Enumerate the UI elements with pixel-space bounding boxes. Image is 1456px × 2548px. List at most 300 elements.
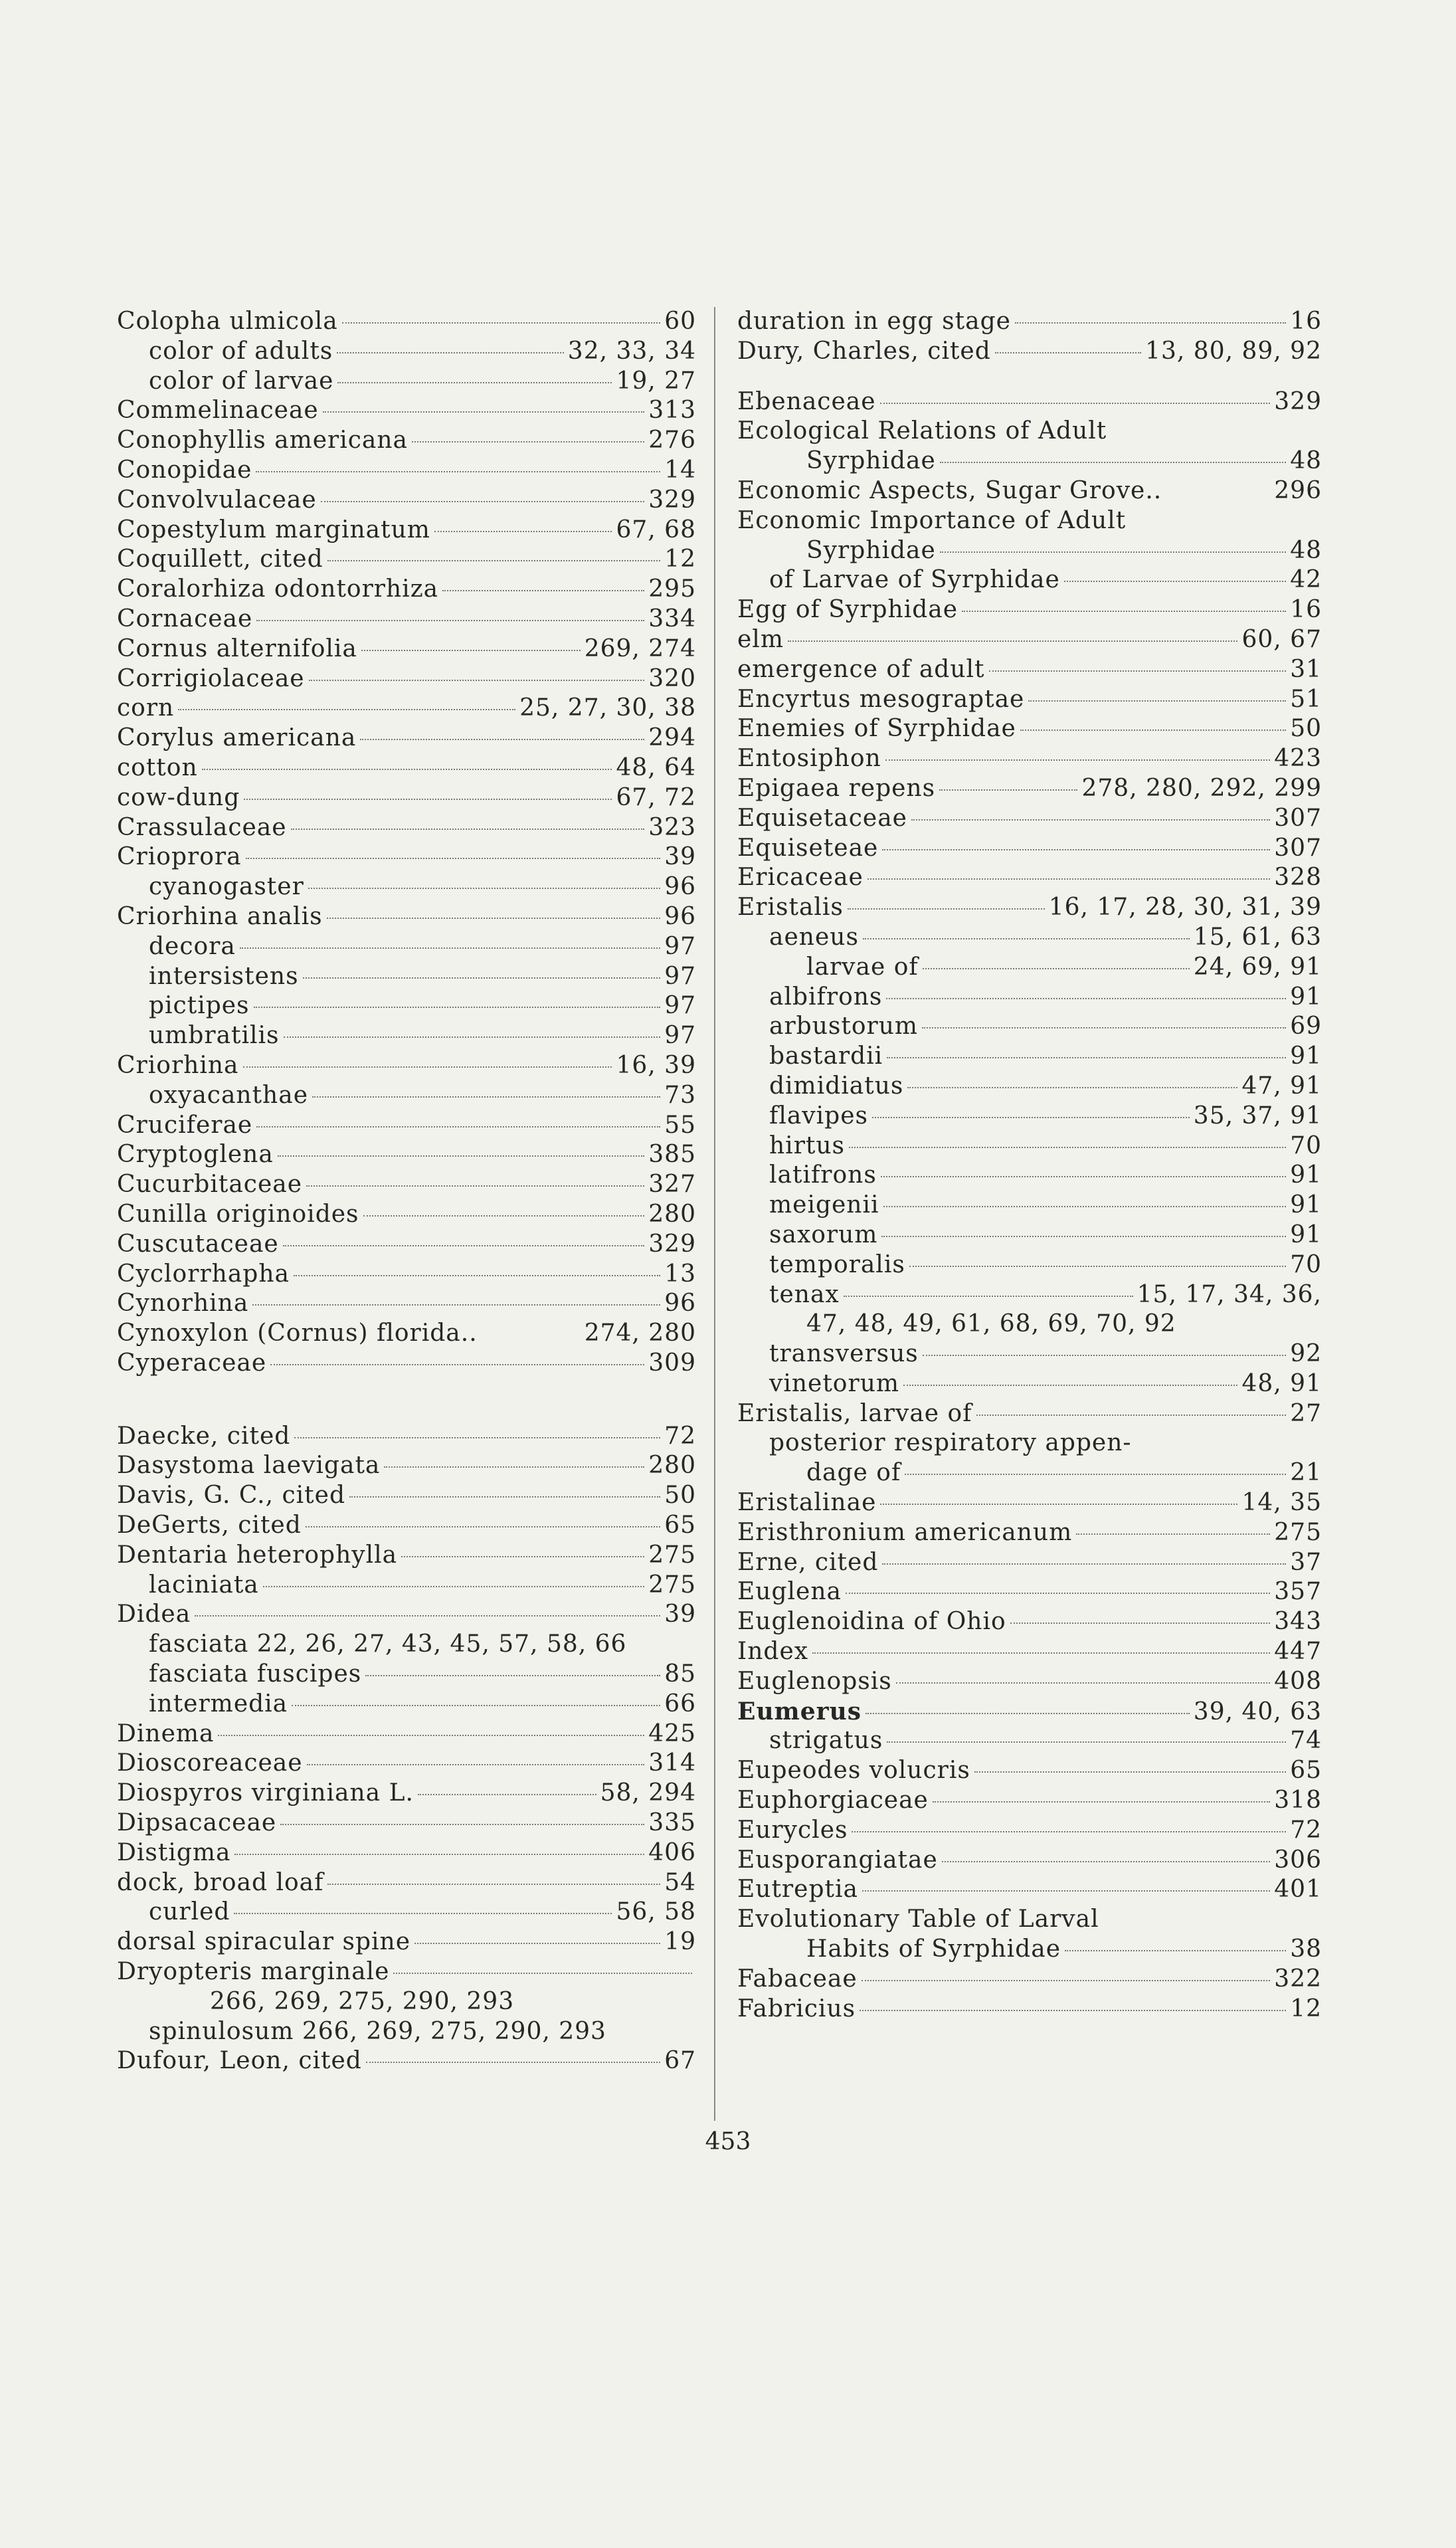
entry-pages: 51 (1290, 685, 1322, 713)
dot-leader (349, 1496, 660, 1498)
index-subentry (117, 1571, 696, 1601)
dot-leader (202, 769, 612, 770)
dot-leader (270, 1364, 644, 1365)
entry-pages: 295 (648, 575, 696, 603)
index-entry (117, 1451, 696, 1481)
index-entry (117, 486, 696, 516)
dot-leader (195, 1615, 660, 1617)
entry-term: Convolvulaceae (117, 486, 317, 514)
entry-term: latifrons (769, 1161, 877, 1189)
entry-pages: 55 (664, 1111, 696, 1139)
index-entry (117, 1319, 696, 1349)
entry-pages: 280 (648, 1200, 696, 1228)
entry-term: spinulosum 266, 269, 275, 290, 293 (149, 2017, 606, 2045)
index-entry (117, 694, 696, 724)
entry-pages: 70 (1290, 1131, 1322, 1159)
dot-leader (307, 1764, 645, 1765)
dot-leader (363, 1215, 645, 1217)
dot-leader (393, 1973, 692, 1974)
entry-term: Eumerus (737, 1697, 862, 1725)
entry-pages: 42 (1290, 566, 1322, 594)
index-entry (117, 1260, 696, 1290)
entry-term: Economic Aspects, Sugar Grove.. (737, 476, 1162, 504)
page-number: 453 (705, 2128, 751, 2155)
index-subentry (737, 1428, 1322, 1458)
entry-term: dimidiatus (769, 1072, 904, 1100)
entry-term: Dasystoma laevigata (117, 1452, 381, 1480)
entry-pages: 280 (648, 1452, 696, 1480)
dot-leader (263, 1586, 645, 1587)
entry-term: Cunilla originoides (117, 1200, 359, 1228)
entry-pages: 85 (664, 1660, 696, 1688)
index-subentry (737, 536, 1322, 566)
dot-leader (1064, 581, 1286, 582)
entry-pages: 16, 39 (616, 1051, 696, 1079)
dot-leader (384, 1466, 644, 1468)
index-subentry (117, 1660, 696, 1690)
dot-leader (933, 1801, 1270, 1803)
index-entry (117, 1140, 696, 1170)
index-entry (737, 1548, 1322, 1578)
index-entry (737, 1905, 1322, 1935)
index-entry (117, 1957, 696, 1987)
index-subentry (737, 1012, 1322, 1042)
index-entry (117, 426, 696, 456)
entry-pages: 320 (648, 664, 696, 692)
dot-leader (256, 1126, 660, 1127)
entry-term: Criorhina (117, 1051, 239, 1079)
index-entry (117, 1809, 696, 1838)
dot-leader (909, 1266, 1286, 1267)
entry-pages: 13 (664, 1260, 696, 1288)
index-subentry (737, 1131, 1322, 1161)
entry-pages: 313 (648, 397, 696, 425)
index-subentry (737, 1042, 1322, 1072)
dot-leader (401, 1556, 644, 1557)
index-entry (117, 545, 696, 575)
entry-term: 47, 48, 49, 61, 68, 69, 70, 92 (806, 1310, 1176, 1338)
dot-leader (337, 382, 612, 383)
index-entry (117, 1481, 696, 1511)
index-entry (117, 575, 696, 605)
entry-pages: 72 (1290, 1816, 1322, 1844)
entry-term: Colopha ulmicola (117, 308, 338, 335)
index-entry (117, 1111, 696, 1141)
entry-term: flavipes (769, 1102, 868, 1129)
entry-pages: 58, 294 (600, 1779, 696, 1807)
entry-term: Enemies of Syrphidae (737, 715, 1016, 743)
entry-pages: 16, 17, 28, 30, 31, 39 (1048, 894, 1322, 922)
entry-pages: 12 (1290, 1995, 1322, 2022)
dot-leader (867, 878, 1270, 880)
index-entry (117, 1600, 696, 1630)
index-subentry (737, 923, 1322, 953)
entry-pages: 47, 91 (1241, 1072, 1322, 1100)
entry-pages: 67, 72 (616, 783, 696, 811)
entry-pages: 276 (648, 427, 696, 454)
entry-term: oxyacanthae (149, 1081, 309, 1109)
index-entry (117, 664, 696, 694)
entry-pages: 60, 67 (1241, 625, 1322, 653)
dot-leader (872, 1117, 1190, 1118)
entry-pages: 274, 280 (584, 1320, 696, 1347)
entry-pages: 14, 35 (1241, 1489, 1322, 1517)
index-entry (737, 1399, 1322, 1429)
entry-pages: 70 (1290, 1250, 1322, 1278)
index-entry (117, 1289, 696, 1319)
index-entry (117, 1422, 696, 1452)
entry-term: duration in egg stage (737, 308, 1011, 335)
entry-term: Criorhina analis (117, 902, 323, 930)
entry-pages: 423 (1274, 745, 1322, 773)
index-subentry (737, 1280, 1322, 1310)
dot-leader (883, 1206, 1287, 1207)
index-entry (737, 1488, 1322, 1518)
dot-leader (989, 670, 1287, 672)
entry-pages: 275 (648, 1571, 696, 1599)
index-entry (117, 724, 696, 753)
entry-term: Cyperaceae (117, 1349, 267, 1377)
dot-leader (882, 1563, 1286, 1565)
entry-term: 266, 269, 275, 290, 293 (210, 1987, 515, 2015)
index-entry (737, 1965, 1322, 1995)
entry-pages: 406 (648, 1838, 696, 1866)
entry-term: Corylus americana (117, 724, 357, 752)
entry-pages: 96 (664, 902, 696, 930)
entry-term: Didea (117, 1601, 191, 1628)
entry-term: Index (737, 1638, 809, 1666)
index-entry (117, 516, 696, 545)
entry-pages: 327 (648, 1171, 696, 1199)
entry-term: fasciata 22, 26, 27, 43, 45, 57, 58, 66 (149, 1630, 627, 1658)
dot-leader (306, 1526, 660, 1527)
dot-leader (863, 938, 1190, 939)
index-subentry (117, 1987, 696, 2017)
entry-term: cow-dung (117, 783, 240, 811)
dot-leader (246, 858, 661, 859)
entry-term: Daecke, cited (117, 1422, 291, 1450)
entry-term: Dioscoreaceae (117, 1749, 303, 1777)
entry-term: color of larvae (149, 367, 334, 395)
index-subentry (117, 872, 696, 902)
entry-term: Euglena (737, 1578, 842, 1606)
dot-leader (291, 829, 645, 830)
entry-term: Erne, cited (737, 1548, 879, 1576)
index-entry (737, 893, 1322, 923)
entry-pages: 275 (648, 1541, 696, 1569)
entry-pages: 32, 33, 34 (567, 337, 696, 365)
entry-term: Equiseteae (737, 834, 879, 862)
section-gap (737, 367, 1322, 387)
dot-leader (887, 1741, 1286, 1743)
entry-pages: 329 (1274, 387, 1322, 415)
entry-term: Cynorhina (117, 1290, 249, 1318)
entry-term: Fabricius (737, 1995, 856, 2022)
entry-pages: 48 (1290, 447, 1322, 475)
entry-term: temporalis (769, 1250, 905, 1278)
dot-leader (882, 849, 1270, 850)
entry-term: Epigaea repens (737, 774, 936, 802)
dot-leader (337, 352, 564, 353)
entry-pages: 425 (648, 1719, 696, 1747)
index-subentry (737, 983, 1322, 1013)
entry-pages: 25, 27, 30, 38 (519, 694, 696, 722)
entry-pages: 97 (664, 962, 696, 990)
index-entry (117, 605, 696, 635)
index-entry (737, 1846, 1322, 1876)
entry-term: Distigma (117, 1838, 231, 1866)
entry-pages: 15, 61, 63 (1193, 923, 1322, 951)
dot-leader (962, 611, 1286, 612)
entry-term: Dentaria heterophylla (117, 1541, 398, 1569)
entry-term: emergence of adult (737, 655, 985, 683)
entry-term: curled (149, 1898, 230, 1926)
entry-term: Egg of Syrphidae (737, 596, 958, 624)
index-entry (737, 834, 1322, 864)
dot-leader (342, 322, 660, 324)
entry-term: Conophyllis americana (117, 427, 409, 454)
entry-pages: 24, 69, 91 (1193, 953, 1322, 981)
entry-pages: 50 (1290, 715, 1322, 743)
index-subentry (737, 1102, 1322, 1131)
entry-term: DeGerts, cited (117, 1512, 302, 1539)
index-entry (117, 813, 696, 843)
entry-term: aeneus (769, 923, 859, 951)
entry-pages: 73 (664, 1081, 696, 1109)
dot-leader (256, 471, 660, 472)
entry-pages: 334 (648, 605, 696, 633)
entry-pages: 385 (648, 1141, 696, 1169)
entry-term: Ecological Relations of Adult (737, 417, 1107, 445)
entry-term: bastardii (769, 1042, 883, 1070)
index-subentry (737, 1458, 1322, 1488)
entry-pages: 329 (648, 1230, 696, 1258)
dot-leader (865, 1713, 1190, 1714)
entry-pages: 275 (1274, 1518, 1322, 1546)
entry-pages: 27 (1290, 1399, 1322, 1427)
entry-term: cotton (117, 753, 198, 781)
entry-pages: 309 (648, 1349, 696, 1377)
index-subentry (737, 1191, 1322, 1221)
index-entry (117, 1749, 696, 1779)
index-column-right (737, 307, 1322, 2024)
index-subentry (737, 953, 1322, 983)
dot-leader (418, 1794, 596, 1795)
entry-pages: 92 (1290, 1340, 1322, 1368)
dot-leader (923, 1355, 1286, 1356)
dot-leader (365, 1675, 660, 1676)
index-entry (117, 1051, 696, 1081)
entry-pages: 39, 40, 63 (1193, 1698, 1322, 1725)
entry-pages: 60 (664, 308, 696, 335)
dot-leader (366, 2062, 660, 2063)
index-entry (737, 1786, 1322, 1816)
index-entry (737, 1875, 1322, 1905)
dot-leader (1076, 1533, 1270, 1535)
dot-leader (321, 501, 645, 502)
dot-leader (280, 1824, 644, 1825)
index-entry (117, 1170, 696, 1200)
dot-leader (252, 1304, 660, 1306)
entry-pages: 447 (1274, 1638, 1322, 1666)
index-subentry (117, 1021, 696, 1051)
entry-term: Cornaceae (117, 605, 253, 633)
index-entry (117, 1868, 696, 1898)
index-entry (117, 635, 696, 664)
entry-term: albifrons (769, 983, 883, 1011)
entry-pages: 69 (1290, 1013, 1322, 1040)
dot-leader (852, 1831, 1286, 1832)
index-subentry (737, 565, 1322, 595)
dot-leader (218, 1735, 644, 1736)
dot-leader (940, 462, 1286, 463)
entry-pages: 314 (648, 1749, 696, 1777)
entry-pages: 96 (664, 873, 696, 901)
entry-term: strigatus (769, 1727, 883, 1755)
entry-pages: 21 (1290, 1459, 1322, 1487)
index-subentry (117, 1630, 696, 1660)
entry-term: Euglenopsis (737, 1667, 892, 1695)
index-subentry (737, 1250, 1322, 1280)
entry-term: Fabaceae (737, 1965, 858, 1993)
entry-pages: 19, 27 (616, 367, 696, 395)
dot-leader (1065, 1950, 1286, 1951)
index-subentry (737, 1369, 1322, 1399)
dot-leader (995, 352, 1141, 353)
dot-leader (849, 1147, 1286, 1148)
dot-leader (812, 1652, 1270, 1654)
index-subentry (117, 1898, 696, 1927)
entry-term: Cucurbitaceae (117, 1171, 303, 1199)
entry-term: dage of (806, 1459, 901, 1487)
entry-pages: 306 (1274, 1846, 1322, 1874)
index-entry (117, 396, 696, 426)
entry-pages: 278, 280, 292, 299 (1081, 774, 1322, 802)
dot-leader (442, 590, 644, 591)
dot-leader (360, 739, 644, 740)
entry-pages: 323 (648, 813, 696, 841)
entry-pages: 48, 64 (616, 753, 696, 781)
entry-pages: 269, 274 (584, 635, 696, 662)
dot-leader (244, 799, 612, 800)
entry-pages: 328 (1274, 864, 1322, 892)
index-subentry (117, 1081, 696, 1111)
index-subentry (737, 1310, 1322, 1339)
entry-term: Eristalis (737, 894, 844, 922)
entry-term: dock, broad loaf (117, 1868, 324, 1896)
entry-term: vinetorum (769, 1369, 900, 1397)
entry-term: Eristalis, larvae of (737, 1399, 972, 1427)
index-entry (117, 783, 696, 813)
entry-pages: 37 (1290, 1548, 1322, 1576)
dot-leader (922, 1027, 1286, 1029)
dot-leader (848, 908, 1045, 910)
entry-term: Davis, G. C., cited (117, 1482, 345, 1510)
index-entry (117, 1349, 696, 1379)
index-entry (737, 1697, 1322, 1727)
index-entry (737, 506, 1322, 536)
entry-term: Eupeodes volucris (737, 1757, 970, 1785)
entry-term: Cynoxylon (Cornus) florida.. (117, 1320, 478, 1347)
entry-term: Corrigiolaceae (117, 664, 305, 692)
entry-term: arbustorum (769, 1013, 919, 1040)
entry-term: Eusporangiatae (737, 1846, 938, 1874)
entry-pages: 408 (1274, 1667, 1322, 1695)
index-subentry (117, 367, 696, 397)
index-entry (737, 595, 1322, 625)
entry-pages: 16 (1290, 308, 1322, 335)
dot-leader (327, 918, 661, 919)
index-entry (737, 744, 1322, 774)
entry-term: Dufour, Leon, cited (117, 2047, 362, 2075)
index-entry (117, 456, 696, 486)
entry-pages: 318 (1274, 1787, 1322, 1814)
index-entry (117, 753, 696, 783)
dot-leader (844, 1296, 1133, 1297)
dot-leader (308, 888, 660, 889)
entry-pages: 97 (664, 1022, 696, 1050)
dot-leader (309, 680, 645, 681)
entry-term: Eurycles (737, 1816, 848, 1844)
index-entry (737, 417, 1322, 446)
dot-leader (243, 1066, 612, 1068)
dot-leader (885, 759, 1271, 761)
dot-leader (923, 968, 1190, 969)
entry-pages: 19 (664, 1928, 696, 1956)
index-subentry (117, 991, 696, 1021)
dot-leader (881, 1176, 1286, 1177)
entry-term: Cornus alternifolia (117, 635, 357, 662)
section-gap (117, 1379, 696, 1422)
index-entry (737, 685, 1322, 715)
entry-pages: 307 (1274, 834, 1322, 862)
index-entry (117, 307, 696, 337)
index-entry (737, 863, 1322, 893)
entry-term: color of adults (149, 337, 333, 365)
index-entry (117, 1200, 696, 1230)
entry-pages: 96 (664, 1290, 696, 1318)
entry-pages: 65 (664, 1512, 696, 1539)
index-entry (737, 387, 1322, 417)
entry-term: cyanogaster (149, 873, 304, 901)
dot-leader (234, 1854, 644, 1855)
entry-pages: 91 (1290, 1221, 1322, 1248)
entry-term: Syrphidae (806, 447, 936, 475)
index-subentry (117, 962, 696, 992)
index-subentry (117, 2017, 696, 2047)
entry-term: intersistens (149, 962, 299, 990)
entry-term: corn (117, 694, 175, 722)
index-entry (117, 842, 696, 872)
entry-term: decora (149, 932, 236, 960)
entry-pages: 66 (664, 1690, 696, 1717)
dot-leader (1020, 730, 1286, 731)
entry-pages: 91 (1290, 1161, 1322, 1189)
entry-term: Euglenoidina of Ohio (737, 1608, 1006, 1636)
entry-pages: 15, 17, 34, 36, (1137, 1280, 1322, 1308)
dot-leader (361, 650, 581, 651)
index-entry (117, 1927, 696, 1957)
dot-leader (278, 1155, 644, 1157)
entry-term: Habits of Syrphidae (806, 1935, 1061, 1963)
dot-leader (234, 1913, 612, 1914)
index-entry (737, 1995, 1322, 2024)
index-entry (117, 902, 696, 932)
entry-term: intermedia (149, 1690, 288, 1717)
dot-leader (974, 1771, 1286, 1773)
index-entry (117, 1779, 696, 1809)
entry-term: Eristhronium americanum (737, 1518, 1073, 1546)
